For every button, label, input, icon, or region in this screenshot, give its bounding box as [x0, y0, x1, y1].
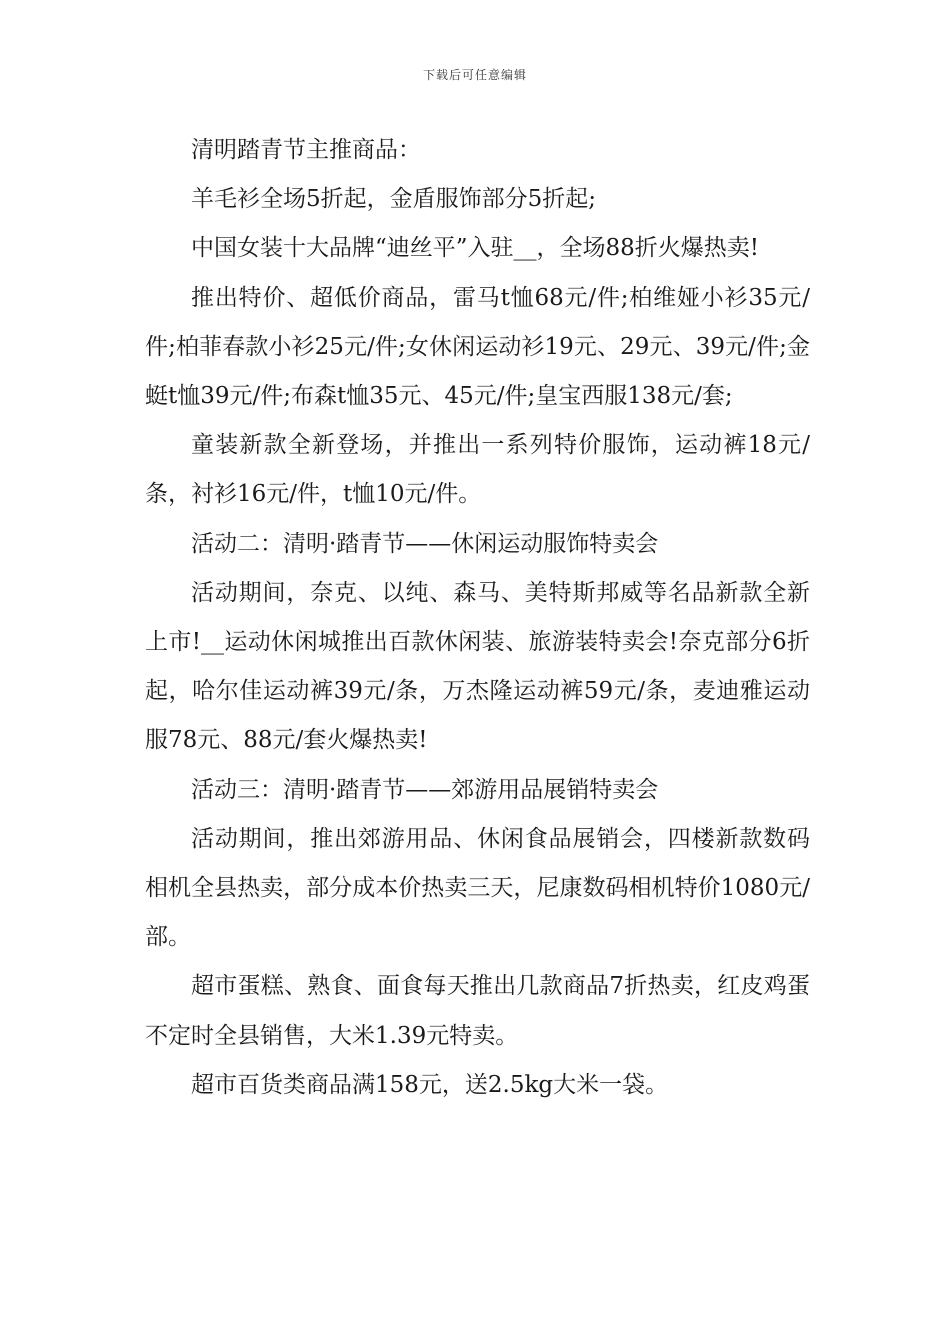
- page-header: 下载后可任意编辑: [422, 68, 527, 82]
- paragraph-special-prices: 推出特价、超低价商品，雷马t恤68元/件;柏维娅小衫35元/件;柏菲春款小衫25元/件;女休闲运动衫19元、29元、39元/件;金蜓t恤39元/件;布森t恤35元、45元/件;皇宝西服138元/套;: [145, 284, 810, 410]
- paragraph-supermarket-food: 超市蛋糕、熟食、面食每天推出几款商品7折热卖，红皮鸡蛋不定时全县销售，大米1.39元特卖。: [145, 973, 810, 1049]
- paragraph-activity-two-details: 活动期间，奈克、以纯、森马、美特斯邦威等名品新款全新上市!__运动休闲城推出百款休闲装、旅游装特卖会!奈克部分6折起，哈尔佳运动裤39元/条，万杰隆运动裤59元/条，麦迪雅运动服78元、88元/套火爆热卖!: [145, 579, 810, 754]
- paragraph-activity-two-title: 活动二：清明·踏青节——休闲运动服饰特卖会: [191, 530, 659, 557]
- document-body: [145, 126, 810, 1110]
- paragraph-activity-three-details: 活动期间，推出郊游用品、休闲食品展销会，四楼新款数码相机全县热卖，部分成本价热卖三天，尼康数码相机特价1080元/部。: [145, 825, 810, 951]
- paragraph-brand-entry: 中国女装十大品牌“迪丝平”入驻__，全场88折火爆热卖!: [191, 235, 760, 262]
- paragraph-kids-wear: 童装新款全新登场，并推出一系列特价服饰，运动裤18元/条，衬衫16元/件，t恤10元/件。: [145, 432, 810, 508]
- paragraph-supermarket-gift: 超市百货类商品满158元，送2.5kg大米一袋。: [191, 1071, 669, 1098]
- paragraph-activity-three-title: 活动三：清明·踏青节——郊游用品展销特卖会: [191, 776, 659, 803]
- paragraph-sweater-discount: 羊毛衫全场5折起，金盾服饰部分5折起;: [191, 186, 597, 213]
- paragraph-featured-products-heading: 清明踏青节主推商品：: [191, 137, 421, 163]
